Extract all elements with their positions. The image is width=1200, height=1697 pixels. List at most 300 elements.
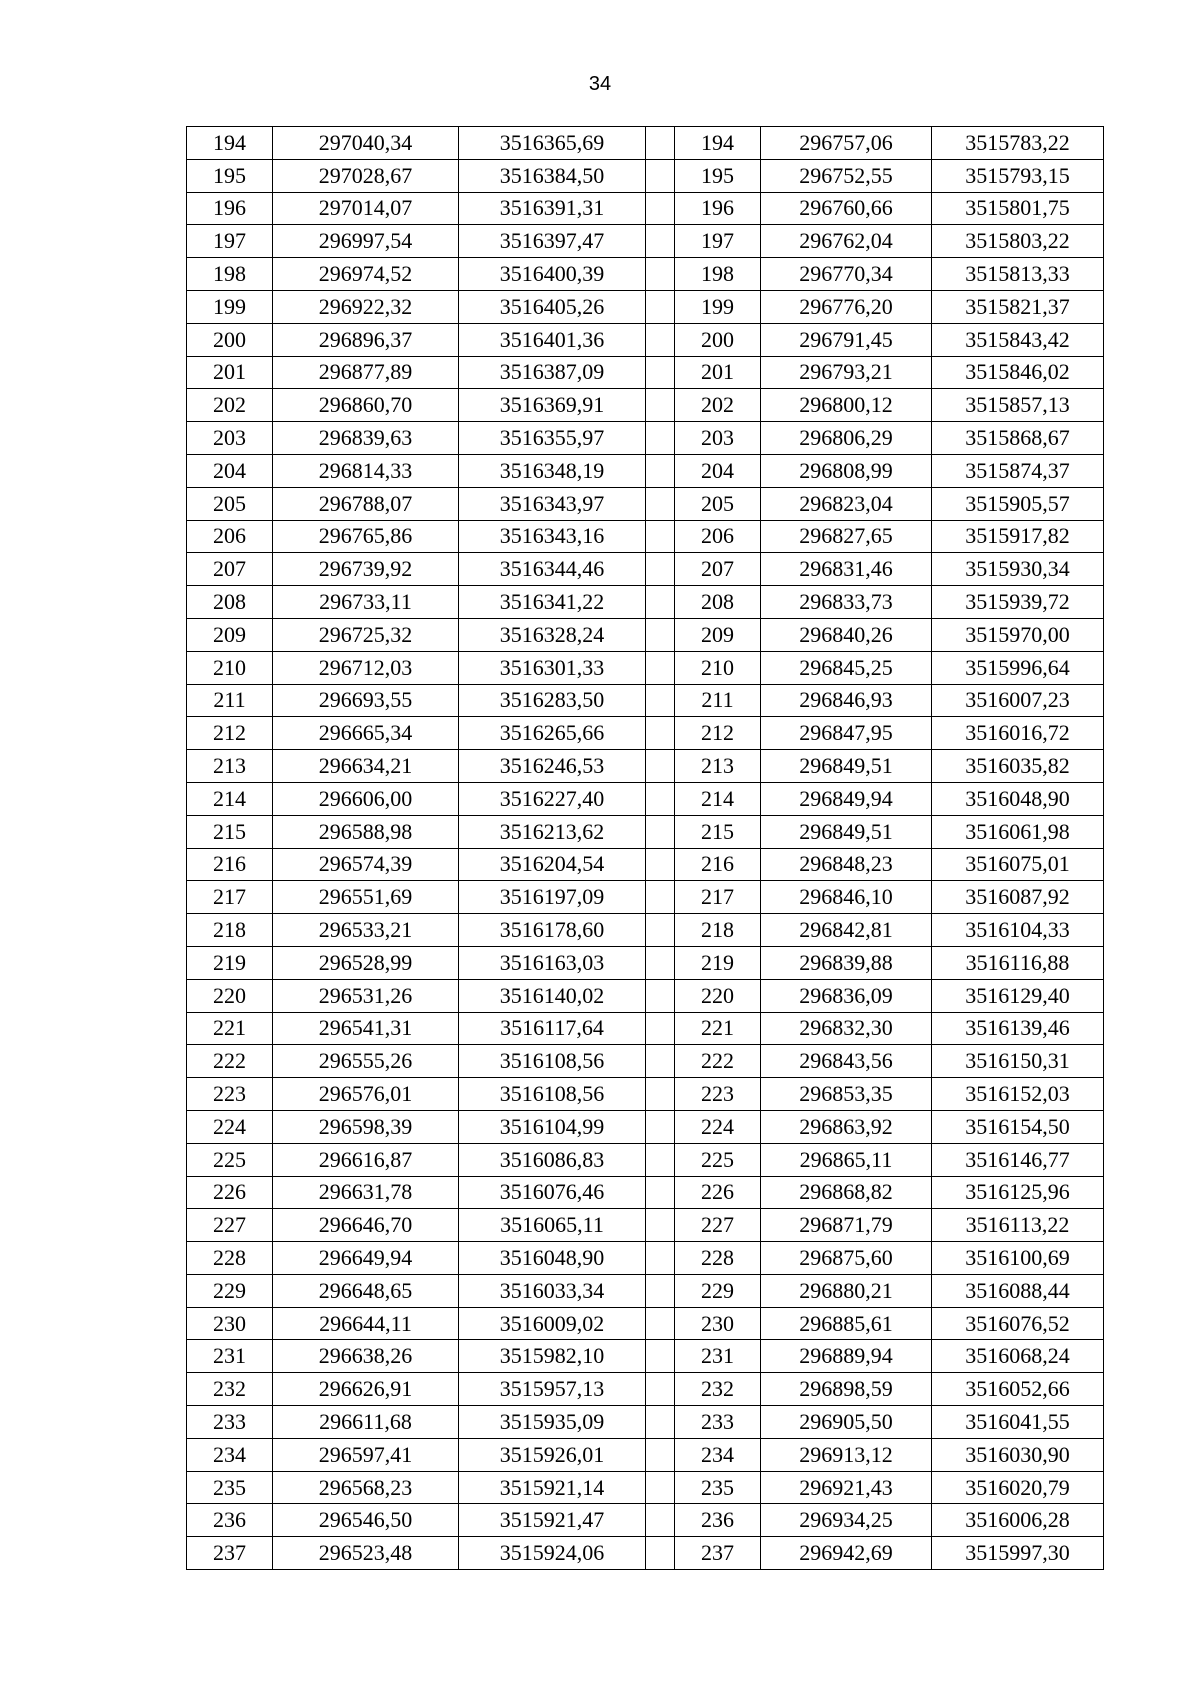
right-point-number-cell: 217 <box>675 881 761 914</box>
left-x-coordinate-cell: 296839,63 <box>273 422 459 455</box>
left-x-coordinate-cell: 296588,98 <box>273 815 459 848</box>
left-y-coordinate-cell: 3516178,60 <box>459 914 646 947</box>
table-row <box>187 1242 1104 1275</box>
right-y-coordinate-cell: 3515843,42 <box>932 323 1104 356</box>
right-point-number-cell: 201 <box>675 356 761 389</box>
right-x-coordinate-cell: 296913,12 <box>761 1438 932 1471</box>
left-y-coordinate-cell: 3516348,19 <box>459 454 646 487</box>
right-point-number-cell: 209 <box>675 618 761 651</box>
left-y-coordinate-cell: 3516397,47 <box>459 225 646 258</box>
left-point-number-cell: 215 <box>187 815 273 848</box>
separator-cell <box>646 717 675 750</box>
right-x-coordinate-cell: 296905,50 <box>761 1406 932 1439</box>
left-y-coordinate-cell: 3515926,01 <box>459 1438 646 1471</box>
right-point-number-cell: 229 <box>675 1274 761 1307</box>
table-row <box>187 979 1104 1012</box>
separator-cell <box>646 192 675 225</box>
right-y-coordinate-cell: 3516150,31 <box>932 1045 1104 1078</box>
right-point-number-cell: 210 <box>675 651 761 684</box>
right-x-coordinate-cell: 296898,59 <box>761 1373 932 1406</box>
left-point-number-cell: 203 <box>187 422 273 455</box>
right-x-coordinate-cell: 296842,81 <box>761 914 932 947</box>
left-point-number-cell: 218 <box>187 914 273 947</box>
right-point-number-cell: 208 <box>675 586 761 619</box>
right-y-coordinate-cell: 3516113,22 <box>932 1209 1104 1242</box>
left-x-coordinate-cell: 296576,01 <box>273 1078 459 1111</box>
separator-cell <box>646 356 675 389</box>
left-point-number-cell: 198 <box>187 258 273 291</box>
table-row <box>187 946 1104 979</box>
left-point-number-cell: 237 <box>187 1537 273 1570</box>
right-point-number-cell: 206 <box>675 520 761 553</box>
right-x-coordinate-cell: 296868,82 <box>761 1176 932 1209</box>
table-row <box>187 848 1104 881</box>
table-row <box>187 225 1104 258</box>
left-y-coordinate-cell: 3516405,26 <box>459 290 646 323</box>
left-point-number-cell: 236 <box>187 1504 273 1537</box>
left-point-number-cell: 232 <box>187 1373 273 1406</box>
left-y-coordinate-cell: 3515921,47 <box>459 1504 646 1537</box>
right-y-coordinate-cell: 3515803,22 <box>932 225 1104 258</box>
left-x-coordinate-cell: 296648,65 <box>273 1274 459 1307</box>
right-point-number-cell: 195 <box>675 159 761 192</box>
right-x-coordinate-cell: 296849,51 <box>761 750 932 783</box>
left-y-coordinate-cell: 3516384,50 <box>459 159 646 192</box>
right-y-coordinate-cell: 3516139,46 <box>932 1012 1104 1045</box>
left-point-number-cell: 199 <box>187 290 273 323</box>
separator-cell <box>646 1307 675 1340</box>
table-row <box>187 1438 1104 1471</box>
left-y-coordinate-cell: 3516369,91 <box>459 389 646 422</box>
table-row <box>187 1143 1104 1176</box>
separator-cell <box>646 127 675 160</box>
right-y-coordinate-cell: 3515821,37 <box>932 290 1104 323</box>
left-x-coordinate-cell: 296626,91 <box>273 1373 459 1406</box>
right-y-coordinate-cell: 3516154,50 <box>932 1110 1104 1143</box>
right-x-coordinate-cell: 296849,51 <box>761 815 932 848</box>
right-y-coordinate-cell: 3516041,55 <box>932 1406 1104 1439</box>
table-row <box>187 1209 1104 1242</box>
table-row <box>187 356 1104 389</box>
table-row <box>187 1537 1104 1570</box>
left-point-number-cell: 227 <box>187 1209 273 1242</box>
separator-cell <box>646 1438 675 1471</box>
separator-cell <box>646 323 675 356</box>
right-point-number-cell: 237 <box>675 1537 761 1570</box>
left-y-coordinate-cell: 3516009,02 <box>459 1307 646 1340</box>
right-x-coordinate-cell: 296833,73 <box>761 586 932 619</box>
left-y-coordinate-cell: 3516104,99 <box>459 1110 646 1143</box>
right-point-number-cell: 230 <box>675 1307 761 1340</box>
right-point-number-cell: 196 <box>675 192 761 225</box>
table-row <box>187 422 1104 455</box>
right-x-coordinate-cell: 296853,35 <box>761 1078 932 1111</box>
table-row <box>187 553 1104 586</box>
separator-cell <box>646 1504 675 1537</box>
right-point-number-cell: 200 <box>675 323 761 356</box>
right-y-coordinate-cell: 3516007,23 <box>932 684 1104 717</box>
right-point-number-cell: 234 <box>675 1438 761 1471</box>
separator-cell <box>646 1471 675 1504</box>
left-x-coordinate-cell: 296533,21 <box>273 914 459 947</box>
right-point-number-cell: 211 <box>675 684 761 717</box>
right-x-coordinate-cell: 296839,88 <box>761 946 932 979</box>
left-x-coordinate-cell: 296606,00 <box>273 782 459 815</box>
left-y-coordinate-cell: 3516400,39 <box>459 258 646 291</box>
left-x-coordinate-cell: 296644,11 <box>273 1307 459 1340</box>
separator-cell <box>646 1406 675 1439</box>
table-row <box>187 520 1104 553</box>
separator-cell <box>646 1110 675 1143</box>
right-point-number-cell: 204 <box>675 454 761 487</box>
right-y-coordinate-cell: 3516104,33 <box>932 914 1104 947</box>
separator-cell <box>646 1373 675 1406</box>
left-point-number-cell: 194 <box>187 127 273 160</box>
left-point-number-cell: 197 <box>187 225 273 258</box>
right-x-coordinate-cell: 296762,04 <box>761 225 932 258</box>
right-x-coordinate-cell: 296793,21 <box>761 356 932 389</box>
separator-cell <box>646 651 675 684</box>
left-x-coordinate-cell: 296788,07 <box>273 487 459 520</box>
table-row <box>187 454 1104 487</box>
left-x-coordinate-cell: 296546,50 <box>273 1504 459 1537</box>
right-point-number-cell: 212 <box>675 717 761 750</box>
right-point-number-cell: 232 <box>675 1373 761 1406</box>
separator-cell <box>646 454 675 487</box>
left-point-number-cell: 212 <box>187 717 273 750</box>
left-x-coordinate-cell: 296922,32 <box>273 290 459 323</box>
left-y-coordinate-cell: 3516065,11 <box>459 1209 646 1242</box>
right-point-number-cell: 223 <box>675 1078 761 1111</box>
separator-cell <box>646 618 675 651</box>
separator-cell <box>646 815 675 848</box>
left-x-coordinate-cell: 296531,26 <box>273 979 459 1012</box>
right-point-number-cell: 207 <box>675 553 761 586</box>
left-x-coordinate-cell: 296638,26 <box>273 1340 459 1373</box>
right-x-coordinate-cell: 296832,30 <box>761 1012 932 1045</box>
separator-cell <box>646 225 675 258</box>
left-y-coordinate-cell: 3516108,56 <box>459 1078 646 1111</box>
left-y-coordinate-cell: 3516204,54 <box>459 848 646 881</box>
right-point-number-cell: 236 <box>675 1504 761 1537</box>
separator-cell <box>646 1242 675 1275</box>
left-x-coordinate-cell: 296616,87 <box>273 1143 459 1176</box>
left-y-coordinate-cell: 3516301,33 <box>459 651 646 684</box>
right-y-coordinate-cell: 3516052,66 <box>932 1373 1104 1406</box>
left-point-number-cell: 230 <box>187 1307 273 1340</box>
left-x-coordinate-cell: 296896,37 <box>273 323 459 356</box>
right-y-coordinate-cell: 3516116,88 <box>932 946 1104 979</box>
right-point-number-cell: 198 <box>675 258 761 291</box>
right-x-coordinate-cell: 296760,66 <box>761 192 932 225</box>
left-y-coordinate-cell: 3516076,46 <box>459 1176 646 1209</box>
right-x-coordinate-cell: 296885,61 <box>761 1307 932 1340</box>
table-row <box>187 1471 1104 1504</box>
left-y-coordinate-cell: 3515957,13 <box>459 1373 646 1406</box>
right-point-number-cell: 219 <box>675 946 761 979</box>
table-row <box>187 651 1104 684</box>
left-point-number-cell: 216 <box>187 848 273 881</box>
right-y-coordinate-cell: 3516100,69 <box>932 1242 1104 1275</box>
right-y-coordinate-cell: 3515874,37 <box>932 454 1104 487</box>
right-point-number-cell: 213 <box>675 750 761 783</box>
right-x-coordinate-cell: 296849,94 <box>761 782 932 815</box>
right-x-coordinate-cell: 296875,60 <box>761 1242 932 1275</box>
table-row <box>187 1176 1104 1209</box>
right-y-coordinate-cell: 3515939,72 <box>932 586 1104 619</box>
right-x-coordinate-cell: 296921,43 <box>761 1471 932 1504</box>
left-y-coordinate-cell: 3516391,31 <box>459 192 646 225</box>
right-y-coordinate-cell: 3515868,67 <box>932 422 1104 455</box>
right-x-coordinate-cell: 296827,65 <box>761 520 932 553</box>
right-y-coordinate-cell: 3516068,24 <box>932 1340 1104 1373</box>
right-x-coordinate-cell: 296806,29 <box>761 422 932 455</box>
right-y-coordinate-cell: 3515783,22 <box>932 127 1104 160</box>
left-x-coordinate-cell: 296568,23 <box>273 1471 459 1504</box>
separator-cell <box>646 848 675 881</box>
table-row <box>187 192 1104 225</box>
right-y-coordinate-cell: 3516152,03 <box>932 1078 1104 1111</box>
right-point-number-cell: 203 <box>675 422 761 455</box>
left-x-coordinate-cell: 297040,34 <box>273 127 459 160</box>
right-x-coordinate-cell: 296752,55 <box>761 159 932 192</box>
left-x-coordinate-cell: 296725,32 <box>273 618 459 651</box>
right-x-coordinate-cell: 296836,09 <box>761 979 932 1012</box>
left-point-number-cell: 214 <box>187 782 273 815</box>
left-point-number-cell: 221 <box>187 1012 273 1045</box>
left-x-coordinate-cell: 296649,94 <box>273 1242 459 1275</box>
table-row <box>187 159 1104 192</box>
right-x-coordinate-cell: 296942,69 <box>761 1537 932 1570</box>
left-x-coordinate-cell: 297014,07 <box>273 192 459 225</box>
separator-cell <box>646 290 675 323</box>
separator-cell <box>646 389 675 422</box>
right-x-coordinate-cell: 296880,21 <box>761 1274 932 1307</box>
right-x-coordinate-cell: 296848,23 <box>761 848 932 881</box>
right-y-coordinate-cell: 3516125,96 <box>932 1176 1104 1209</box>
separator-cell <box>646 1340 675 1373</box>
left-point-number-cell: 224 <box>187 1110 273 1143</box>
left-x-coordinate-cell: 296646,70 <box>273 1209 459 1242</box>
left-x-coordinate-cell: 297028,67 <box>273 159 459 192</box>
separator-cell <box>646 1176 675 1209</box>
right-x-coordinate-cell: 296847,95 <box>761 717 932 750</box>
right-y-coordinate-cell: 3516146,77 <box>932 1143 1104 1176</box>
table-row <box>187 782 1104 815</box>
coordinates-table-body <box>187 127 1104 1570</box>
right-x-coordinate-cell: 296757,06 <box>761 127 932 160</box>
table-row <box>187 618 1104 651</box>
left-y-coordinate-cell: 3516140,02 <box>459 979 646 1012</box>
right-y-coordinate-cell: 3516061,98 <box>932 815 1104 848</box>
table-row <box>187 1274 1104 1307</box>
right-x-coordinate-cell: 296840,26 <box>761 618 932 651</box>
left-point-number-cell: 202 <box>187 389 273 422</box>
left-y-coordinate-cell: 3516283,50 <box>459 684 646 717</box>
right-point-number-cell: 227 <box>675 1209 761 1242</box>
right-x-coordinate-cell: 296871,79 <box>761 1209 932 1242</box>
left-y-coordinate-cell: 3516355,97 <box>459 422 646 455</box>
table-row <box>187 127 1104 160</box>
right-x-coordinate-cell: 296889,94 <box>761 1340 932 1373</box>
left-y-coordinate-cell: 3515935,09 <box>459 1406 646 1439</box>
table-row <box>187 323 1104 356</box>
left-point-number-cell: 222 <box>187 1045 273 1078</box>
left-point-number-cell: 217 <box>187 881 273 914</box>
left-y-coordinate-cell: 3516328,24 <box>459 618 646 651</box>
left-y-coordinate-cell: 3516344,46 <box>459 553 646 586</box>
right-x-coordinate-cell: 296863,92 <box>761 1110 932 1143</box>
right-x-coordinate-cell: 296845,25 <box>761 651 932 684</box>
left-point-number-cell: 229 <box>187 1274 273 1307</box>
left-y-coordinate-cell: 3515924,06 <box>459 1537 646 1570</box>
left-x-coordinate-cell: 296693,55 <box>273 684 459 717</box>
left-x-coordinate-cell: 296574,39 <box>273 848 459 881</box>
left-point-number-cell: 213 <box>187 750 273 783</box>
right-point-number-cell: 194 <box>675 127 761 160</box>
table-row <box>187 1012 1104 1045</box>
table-row <box>187 1373 1104 1406</box>
right-y-coordinate-cell: 3515793,15 <box>932 159 1104 192</box>
right-y-coordinate-cell: 3516087,92 <box>932 881 1104 914</box>
left-x-coordinate-cell: 296597,41 <box>273 1438 459 1471</box>
left-point-number-cell: 235 <box>187 1471 273 1504</box>
right-y-coordinate-cell: 3516020,79 <box>932 1471 1104 1504</box>
right-point-number-cell: 215 <box>675 815 761 848</box>
right-x-coordinate-cell: 296846,93 <box>761 684 932 717</box>
left-point-number-cell: 196 <box>187 192 273 225</box>
left-point-number-cell: 226 <box>187 1176 273 1209</box>
right-x-coordinate-cell: 296831,46 <box>761 553 932 586</box>
right-y-coordinate-cell: 3516006,28 <box>932 1504 1104 1537</box>
left-x-coordinate-cell: 296611,68 <box>273 1406 459 1439</box>
right-y-coordinate-cell: 3516129,40 <box>932 979 1104 1012</box>
left-point-number-cell: 234 <box>187 1438 273 1471</box>
separator-cell <box>646 1274 675 1307</box>
left-point-number-cell: 204 <box>187 454 273 487</box>
right-y-coordinate-cell: 3515970,00 <box>932 618 1104 651</box>
right-y-coordinate-cell: 3516030,90 <box>932 1438 1104 1471</box>
table-row <box>187 881 1104 914</box>
right-point-number-cell: 205 <box>675 487 761 520</box>
right-y-coordinate-cell: 3516035,82 <box>932 750 1104 783</box>
left-point-number-cell: 210 <box>187 651 273 684</box>
left-x-coordinate-cell: 296555,26 <box>273 1045 459 1078</box>
table-row <box>187 487 1104 520</box>
left-x-coordinate-cell: 296733,11 <box>273 586 459 619</box>
right-point-number-cell: 197 <box>675 225 761 258</box>
left-point-number-cell: 207 <box>187 553 273 586</box>
right-y-coordinate-cell: 3515905,57 <box>932 487 1104 520</box>
right-point-number-cell: 218 <box>675 914 761 947</box>
right-y-coordinate-cell: 3515930,34 <box>932 553 1104 586</box>
left-y-coordinate-cell: 3516163,03 <box>459 946 646 979</box>
separator-cell <box>646 258 675 291</box>
left-y-coordinate-cell: 3516197,09 <box>459 881 646 914</box>
right-x-coordinate-cell: 296800,12 <box>761 389 932 422</box>
separator-cell <box>646 553 675 586</box>
left-y-coordinate-cell: 3516117,64 <box>459 1012 646 1045</box>
right-y-coordinate-cell: 3516016,72 <box>932 717 1104 750</box>
table-row <box>187 684 1104 717</box>
table-row <box>187 1078 1104 1111</box>
right-x-coordinate-cell: 296934,25 <box>761 1504 932 1537</box>
left-y-coordinate-cell: 3516401,36 <box>459 323 646 356</box>
left-x-coordinate-cell: 296739,92 <box>273 553 459 586</box>
left-point-number-cell: 223 <box>187 1078 273 1111</box>
left-x-coordinate-cell: 296997,54 <box>273 225 459 258</box>
left-y-coordinate-cell: 3516048,90 <box>459 1242 646 1275</box>
separator-cell <box>646 684 675 717</box>
right-point-number-cell: 220 <box>675 979 761 1012</box>
left-x-coordinate-cell: 296523,48 <box>273 1537 459 1570</box>
left-y-coordinate-cell: 3516086,83 <box>459 1143 646 1176</box>
left-y-coordinate-cell: 3516341,22 <box>459 586 646 619</box>
left-x-coordinate-cell: 296598,39 <box>273 1110 459 1143</box>
right-point-number-cell: 222 <box>675 1045 761 1078</box>
table-row <box>187 1110 1104 1143</box>
table-row <box>187 717 1104 750</box>
table-row <box>187 586 1104 619</box>
table-row <box>187 290 1104 323</box>
right-x-coordinate-cell: 296843,56 <box>761 1045 932 1078</box>
left-y-coordinate-cell: 3516108,56 <box>459 1045 646 1078</box>
left-point-number-cell: 220 <box>187 979 273 1012</box>
page-number: 34 <box>588 73 612 95</box>
table-row <box>187 1504 1104 1537</box>
left-x-coordinate-cell: 296877,89 <box>273 356 459 389</box>
left-y-coordinate-cell: 3515982,10 <box>459 1340 646 1373</box>
right-x-coordinate-cell: 296823,04 <box>761 487 932 520</box>
table-row <box>187 1406 1104 1439</box>
separator-cell <box>646 1012 675 1045</box>
right-y-coordinate-cell: 3515997,30 <box>932 1537 1104 1570</box>
separator-cell <box>646 782 675 815</box>
separator-cell <box>646 946 675 979</box>
separator-cell <box>646 520 675 553</box>
left-point-number-cell: 208 <box>187 586 273 619</box>
left-point-number-cell: 211 <box>187 684 273 717</box>
left-y-coordinate-cell: 3516227,40 <box>459 782 646 815</box>
left-point-number-cell: 200 <box>187 323 273 356</box>
table-row <box>187 258 1104 291</box>
left-point-number-cell: 225 <box>187 1143 273 1176</box>
table-row <box>187 815 1104 848</box>
left-point-number-cell: 228 <box>187 1242 273 1275</box>
left-point-number-cell: 205 <box>187 487 273 520</box>
right-y-coordinate-cell: 3516048,90 <box>932 782 1104 815</box>
right-x-coordinate-cell: 296791,45 <box>761 323 932 356</box>
left-point-number-cell: 231 <box>187 1340 273 1373</box>
left-y-coordinate-cell: 3516246,53 <box>459 750 646 783</box>
separator-cell <box>646 881 675 914</box>
left-y-coordinate-cell: 3515921,14 <box>459 1471 646 1504</box>
table-row <box>187 914 1104 947</box>
right-x-coordinate-cell: 296846,10 <box>761 881 932 914</box>
right-point-number-cell: 231 <box>675 1340 761 1373</box>
left-x-coordinate-cell: 296551,69 <box>273 881 459 914</box>
left-x-coordinate-cell: 296541,31 <box>273 1012 459 1045</box>
separator-cell <box>646 914 675 947</box>
separator-cell <box>646 586 675 619</box>
left-x-coordinate-cell: 296712,03 <box>273 651 459 684</box>
left-point-number-cell: 233 <box>187 1406 273 1439</box>
left-x-coordinate-cell: 296634,21 <box>273 750 459 783</box>
left-point-number-cell: 219 <box>187 946 273 979</box>
left-x-coordinate-cell: 296528,99 <box>273 946 459 979</box>
right-y-coordinate-cell: 3515917,82 <box>932 520 1104 553</box>
left-y-coordinate-cell: 3516265,66 <box>459 717 646 750</box>
